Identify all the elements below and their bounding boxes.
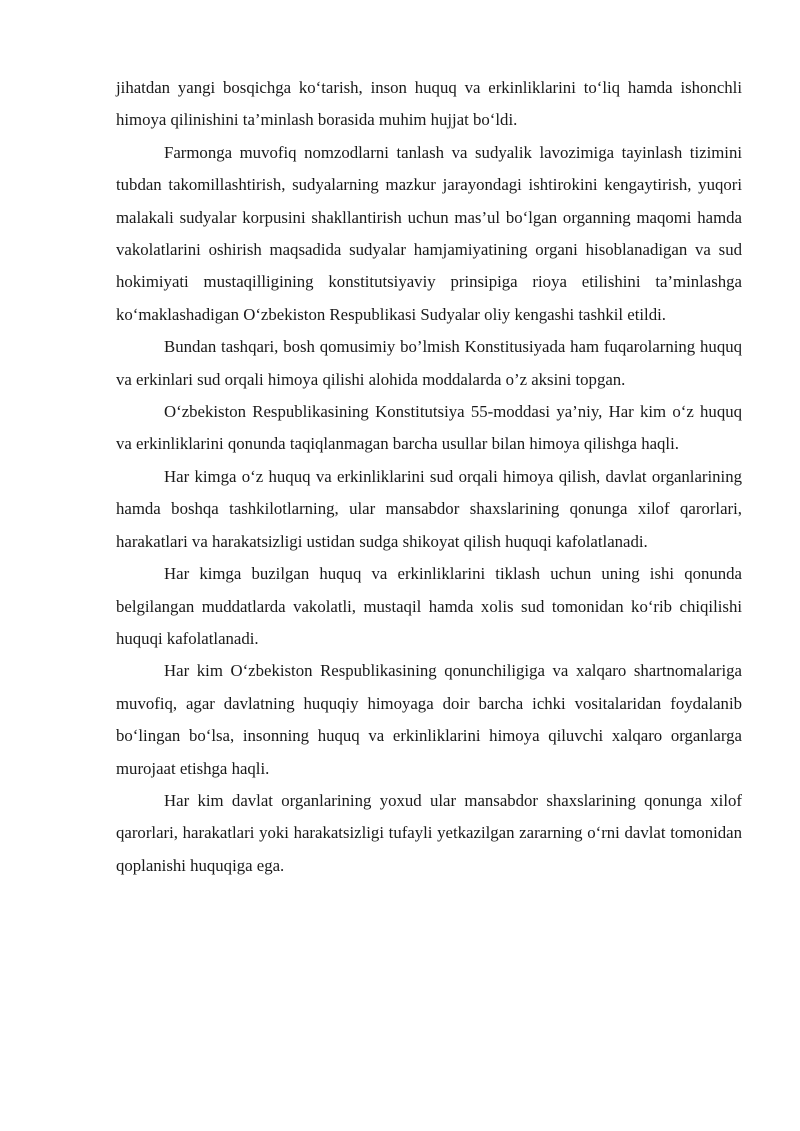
paragraph: Har kimga buzilgan huquq va erkinliklarini tiklash uchun uning ishi qonunda belgilangan muddatlarda vakolatli, mustaqil hamda xolis sud tomonidan ko‘rib chiqilishi huquqi kafolatlanadi.: [116, 564, 742, 648]
paragraph: Har kimga o‘z huquq va erkinliklarini sud orqali himoya qilish, davlat organlarining hamda boshqa tashkilotlarning, ular mansabdor shaxslarining qonunga xilof qarorlari, harakatlari va harakatsizligi ustidan sudga shikoyat qilish huquqi kafolatlanadi.: [116, 466, 742, 551]
paragraph: Farmonga muvofiq nomzodlarni tanlash va sudyalik lavozimiga tayinlash tizimini tubdan takomillashtirish, sudyalarning mazkur jarayondagi ishtirokini kengaytirish, yuqori malakali sudyalar korpusini shakllantirish uchun mas’ul bo‘lgan organning maqomi hamda vakolatlarini oshirish maqsadida sudyalar hamjamiyatining organi hisoblanadigan va sud hokimiyati mustaqilligining konstitutsiyaviy prinsipiga rioya etilishini ta’minlashga ko‘maklashadigan O‘zbekiston Respublikasi Sudyalar oliy kengashi tashkil etildi.: [116, 142, 742, 324]
paragraph: Har kim davlat organlarining yoxud ular mansabdor shaxslarining qonunga xilof qarorlari, harakatlari yoki harakatsizligi tufayli yetkazilgan zararning o‘rni davlat tomonidan qoplanishi huquqiga ega.: [116, 790, 742, 875]
document-body: [116, 72, 742, 882]
paragraph: O‘zbekiston Respublikasining Konstitutsiya 55-moddasi ya’niy, Har kim o‘z huquq va erkinliklarini qonunda taqiqlanmagan barcha usullar bilan himoya qilishga haqli.: [116, 402, 742, 454]
paragraph-continuation: jihatdan yangi bosqichga ko‘tarish, inson huquq va erkinliklarini to‘liq hamda ishonchli himoya qilinishini ta’minlash borasida muhim hujjat bo‘ldi.: [116, 78, 742, 130]
paragraph: Bundan tashqari, bosh qomusimiy bo’lmish Konstitusiyada ham fuqarolarning huquq va erkinlari sud orqali himoya qilishi alohida moddalarda o’z aksini topgan.: [116, 337, 742, 389]
paragraph: Har kim O‘zbekiston Respublikasining qonunchiligiga va xalqaro shartnomalariga muvofiq, agar davlatning huquqiy himoyaga doir barcha ichki vositalaridan foydalanib bo‘lingan bo‘lsa, insonning huquq va erkinliklarini himoya qiluvchi xalqaro organlarga murojaat etishga haqli.: [116, 661, 742, 778]
